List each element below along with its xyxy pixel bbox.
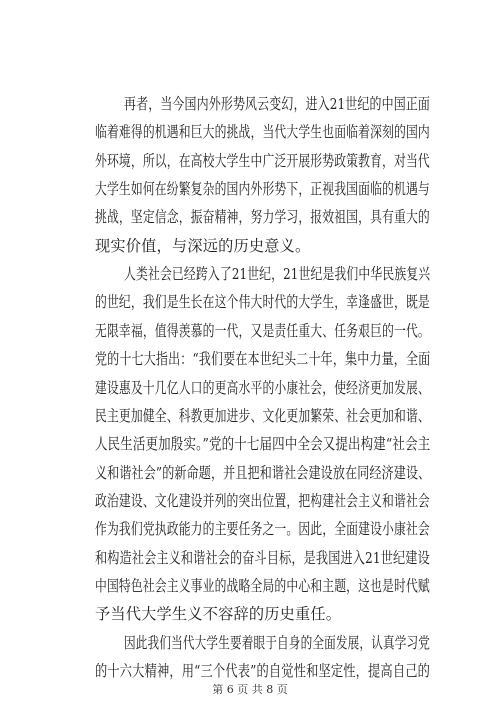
- text-line: 挑战，坚定信念，振奋精神，努力学习，报效祖国，具有重大的: [95, 208, 430, 227]
- text-line: 义和谐社会”的新命题，并且把和谐社会建设放在同经济建设、: [95, 463, 431, 482]
- text-line: 建设惠及十几亿人口的更高水平的小康社会，使经济更加发展、: [95, 378, 430, 397]
- text-line: 政治建设、文化建设并列的突出位置，把构建社会主义和谐社会: [95, 491, 430, 510]
- text-line: 中国特色社会主义事业的战略全局的中心和主题，这也是时代赋: [95, 576, 430, 595]
- text-line: 再者，当今国内外形势风云变幻，进入21世纪的中国正面: [124, 95, 431, 113]
- page-number-footer: 第 6 页 共 8 页: [212, 683, 288, 696]
- text-line: 民主更加健全、科教更加进步、文化更加繁荣、社会更加和谐、: [95, 406, 430, 425]
- text-line: 临着难得的机遇和巨大的挑战，当代大学生也面临着深刻的国内: [95, 123, 430, 142]
- text-line: 作为我们党执政能力的主要任务之一。因此，全面建设小康社会: [95, 520, 430, 539]
- text-line: 的世纪，我们是生长在这个伟大时代的大学生，幸逢盛世，既是: [95, 293, 430, 312]
- text-line: 外环境，所以，在高校大学生中广泛开展形势政策教育，对当代: [95, 151, 430, 170]
- text-line: 无限幸福，值得羡慕的一代，又是责任重大、任务艰巨的一代。: [95, 321, 430, 340]
- text-line: 党的十七大指出：“我们要在本世纪头二十年，集中力量，全面: [95, 350, 431, 369]
- text-line: 人类社会已经跨入了21世纪，21世纪是我们中华民族复兴: [124, 265, 431, 284]
- text-line: 现实价值，与深远的历史意义。: [95, 236, 311, 255]
- text-line: 人民生活更加殷实。”党的十七届四中全会又提出构建“社会主: [95, 435, 431, 454]
- text-line: 因此我们当代大学生要着眼于自身的全面发展，认真学习党: [124, 633, 431, 652]
- text-line: 和构造社会主义和谐社会的奋斗目标，是我国进入21世纪建设: [95, 548, 430, 567]
- text-line: 大学生如何在纷繁复杂的国内外形势下，正视我国面临的机遇与: [95, 180, 430, 199]
- text-line: 的十六大精神，用“三个代表”的自觉性和坚定性，提高自己的: [95, 662, 431, 680]
- text-line: 予当代大学生义不容辞的历史重任。: [95, 605, 342, 624]
